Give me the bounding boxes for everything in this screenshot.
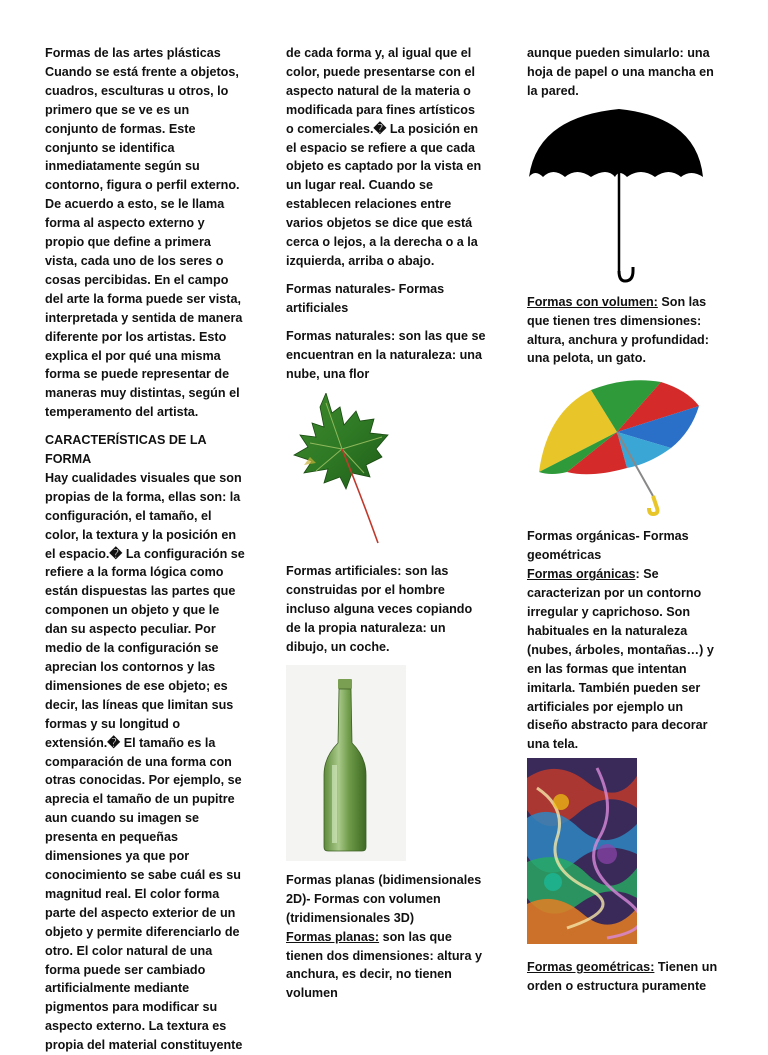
organic-forms-paragraph	[527, 565, 727, 754]
natural-forms-paragraph	[286, 327, 486, 384]
column-2	[286, 44, 486, 1003]
volume-forms-label: Formas con volumen:	[527, 294, 658, 309]
artificial-forms-label: Formas artificiales:	[286, 564, 402, 579]
section-title: Formas de las artes plásticas	[45, 46, 221, 60]
column-3	[527, 44, 727, 996]
volume-forms-paragraph	[527, 293, 727, 369]
organic-forms-label: Formas orgánicas	[527, 567, 636, 582]
maple-leaf-image	[290, 393, 405, 548]
volume-forms-text: Son las que tienen tres dimensiones: altura, anchura y profundidad: una pelota, un gato.	[527, 294, 709, 366]
artificial-forms-paragraph	[286, 562, 486, 657]
characteristics-heading: CARACTERÍSTICAS DE LA FORMA	[45, 433, 207, 467]
natural-forms-text: son las que se encuentran en la naturaleza: una nube, una flor	[286, 328, 486, 381]
column-1	[45, 44, 245, 1055]
geometric-forms-paragraph	[527, 958, 727, 996]
flat-forms-paragraph	[286, 928, 486, 1004]
intro-paragraph: Cuando se está frente a objetos, cuadros, esculturas u otros, lo primero que se ve es un conjunto de formas. Este conjunto se identifica inmediatamente según su contorno, figura o perfil externo. De acuerdo a esto, se le llama forma al aspecto externo y propio que define a primera vista, cada uno de los seres o cosas percibidas. En el campo del arte la forma puede ser vista, interpretada y sentida de manera diferente por los artistas. Esto explica el por qué una misma forma se puede representar de maneras muy distintas, según el temperamento del artista.	[45, 64, 243, 420]
organic-forms-text: : Se caracterizan por un contorno irregular y caprichoso. Son habituales en la naturaleza (nubes, árboles, montañas…) y en las formas que intentan imitarla. También pueden ser artificiales por ejemplo un diseño abstracto para decorar una tela.	[527, 567, 714, 752]
continuation-paragraph: de cada forma y, al igual que el color, puede presentarse con el aspecto natural de la materia o modificada para fines artísticos o comerciales.� La posición en el espacio se refiere a que cada objeto es captado por la vista en un lugar real. Cuando se establecen relaciones entre varios objetos se dice que está cerca o lejos, a la derecha o a la izquierda, arriba o abajo.	[286, 46, 482, 268]
geometric-forms-label: Formas geométricas:	[527, 960, 655, 975]
artificial-forms-text: son las construidas por el hombre incluso alguna veces copiando de la propia naturaleza: un dibujo, un coche.	[286, 564, 473, 655]
abstract-marble-image	[527, 758, 637, 944]
flat-forms-label: Formas planas:	[286, 929, 380, 944]
colorful-umbrella-image	[531, 372, 701, 517]
continuation-paragraph-3: aunque pueden simularlo: una hoja de papel o una mancha en la pared.	[527, 46, 714, 98]
geometric-forms-text: Tienen un orden o estructura puramente	[527, 960, 718, 994]
flat-volume-heading: Formas planas (bidimensionales 2D)- Formas con volumen (tridimensionales 3D)	[286, 872, 482, 925]
natural-artificial-heading: Formas naturales- Formas artificiales	[286, 281, 445, 315]
organic-geometric-heading: Formas orgánicas- Formas geométricas	[527, 529, 689, 563]
flat-forms-text: son las que tienen dos dimensiones: altura y anchura, es decir, no tienen volumen	[286, 929, 482, 1001]
black-umbrella-image	[527, 107, 705, 285]
characteristics-paragraph: Hay cualidades visuales que son propias de la forma, ellas son: la configuración, el tamaño, el color, la textura y la posición en el espacio.� La configuración se refiere a la forma lógica como están dispuestas las partes que componen un objeto y que le dan su aspecto peculiar. Por medio de la configuración se aprecian los contornos y las dimensiones de ese objeto; es decir, las líneas que limitan sus formas y su longitud o extensión.� El tamaño es la comparación de una forma con otras conocidas. Por ejemplo, se aprecia el tamaño de un pupitre aun cuando su imagen se presenta en pequeñas dimensiones ya que por conocimiento se sabe cuál es su magnitud real. El color forma parte del aspecto exterior de un objeto y permite diferenciarlo de otro. El color natural de una forma puede ser cambiado artificialmente mediante pigmentos para modificar su aspecto externo. La textura es propia del material constituyente	[45, 470, 245, 1053]
natural-forms-label: Formas naturales:	[286, 328, 396, 343]
glass-bottle-image	[286, 665, 406, 861]
